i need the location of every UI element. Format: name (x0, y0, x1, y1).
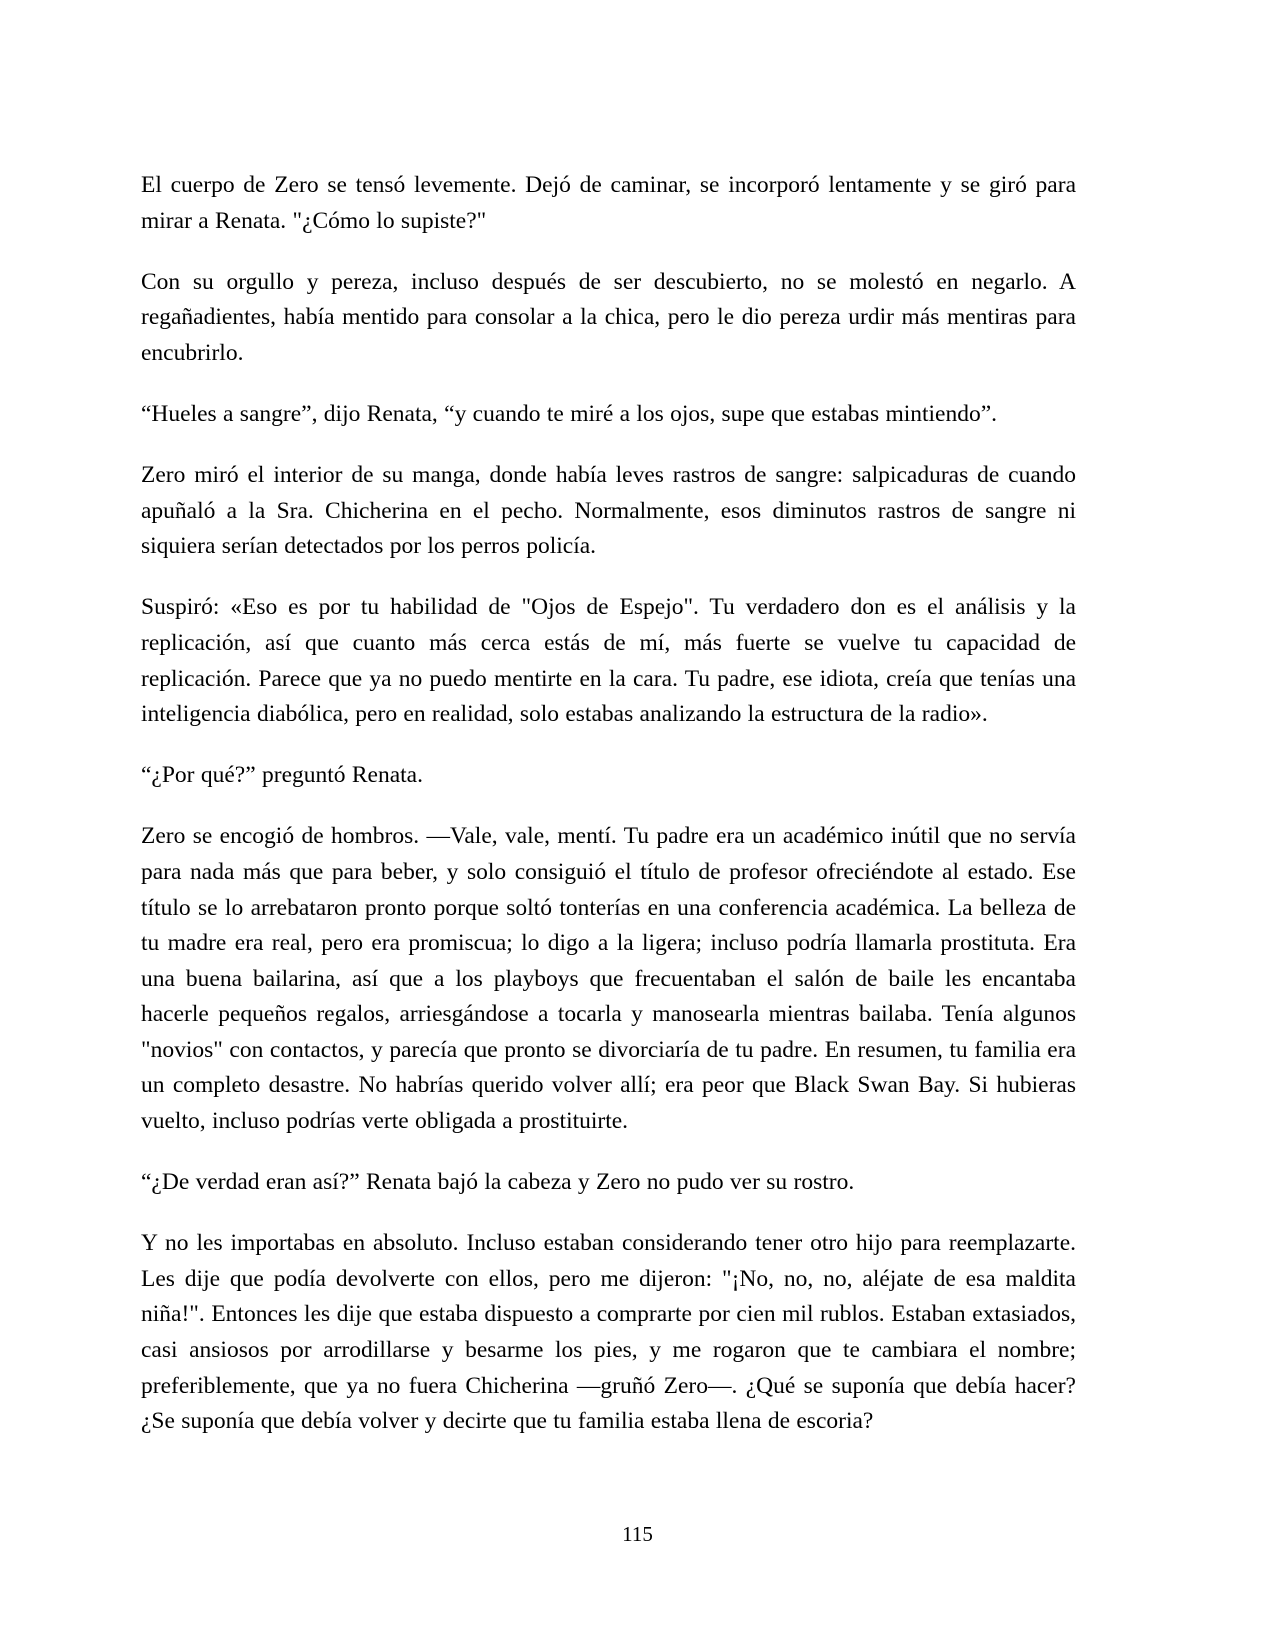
body-paragraph: Zero miró el interior de su manga, donde había leves rastros de sangre: salpicaduras de cuando apuñaló a la Sra. Chicherina en el pecho. Normalmente, esos diminutos rastros de sangre ni siquiera serían detectados por los perros policía. (141, 462, 1076, 560)
body-paragraph: “Hueles a sangre”, dijo Renata, “y cuando te miré a los ojos, supe que estabas mintiendo”. (141, 400, 998, 427)
body-paragraph: Y no les importabas en absoluto. Incluso estaban considerando tener otro hijo para reemplazarte. Les dije que podía devolverte con ellos, pero me dijeron: "¡No, no, no, aléjate de esa maldita niña!". Entonces les dije que estaba dispuesto a comprarte por cien mil rublos. Estaban extasiados, casi ansiosos por arrodillarse y besarme los pies, y me rogaron que te cambiara el nombre; preferiblemente, que ya no fuera Chicherina —gruñó Zero—. ¿Qué se suponía que debía hacer? ¿Se suponía que debía volver y decirte que tu familia estaba llena de escoria? (141, 1230, 1076, 1435)
body-paragraph: “¿Por qué?” preguntó Renata. (141, 762, 423, 789)
page-number: 115 (622, 1522, 653, 1546)
body-paragraph: Suspiró: «Eso es por tu habilidad de "Ojos de Espejo". Tu verdadero don es el análisis y la replicación, así que cuanto más cerca estás de mí, más fuerte se vuelve tu capacidad de replicación. Parece que ya no puedo mentirte en la cara. Tu padre, ese idiota, creía que tenías una inteligencia diabólica, pero en realidad, solo estabas analizando la estructura de la radio». (141, 594, 1076, 728)
body-paragraph: El cuerpo de Zero se tensó levemente. Dejó de caminar, se incorporó lentamente y se giró para mirar a Renata. "¿Cómo lo supiste?" (141, 172, 1076, 234)
body-paragraph: “¿De verdad eran así?” Renata bajó la cabeza y Zero no pudo ver su rostro. (141, 1169, 855, 1196)
page-body-text (141, 168, 1076, 1440)
body-paragraph: Zero se encogió de hombros. —Vale, vale, mentí. Tu padre era un académico inútil que no servía para nada más que para beber, y solo consiguió el título de profesor ofreciéndote al estado. Ese título se lo arrebataron pronto porque soltó tonterías en una conferencia académica. La belleza de tu madre era real, pero era promiscua; lo digo a la ligera; incluso podría llamarla prostituta. Era una buena bailarina, así que a los playboys que frecuentaban el salón de baile les encantaba hacerle pequeños regalos, arriesgándose a tocarla y manosearla mientras bailaba. Tenía algunos "novios" con contactos, y parecía que pronto se divorciaría de tu padre. En resumen, tu familia era un completo desastre. No habrías querido volver allí; era peor que Black Swan Bay. Si hubieras vuelto, incluso podrías verte obligada a prostituirte. (141, 823, 1076, 1135)
body-paragraph: Con su orgullo y pereza, incluso después de ser descubierto, no se molestó en negarlo. A regañadientes, había mentido para consolar a la chica, pero le dio pereza urdir más mentiras para encubrirlo. (141, 268, 1076, 366)
